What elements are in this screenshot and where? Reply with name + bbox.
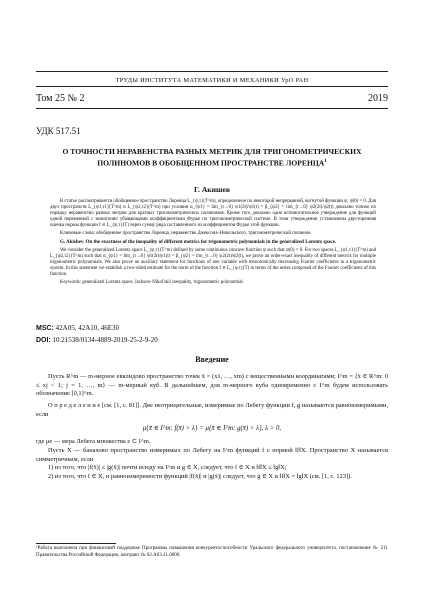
msc-label: MSC: <box>36 325 54 332</box>
keywords-ru: Ключевые слова: обобщенное пространство Лоренца, неравенство Джексона–Никольского, тригонометрический полином. <box>60 231 312 237</box>
publication-year: 2019 <box>368 93 388 104</box>
volume-number: Том 25 № 2 <box>36 93 85 104</box>
abstract-en-title: G. Akishev. On the exactness of the inequality of different metrics for trigonometric polynomials in the generalized Lorentz space. <box>60 239 337 245</box>
header-mid-rule <box>36 86 388 87</box>
abstract-en-text: We consider the generalized Lorentz space L_{ψ,τ}(T^m) defined by some continuous concave function ψ such that ψ(0) = 0. For two spaces L_{ψ1,τ1}(T^m) and L_{ψ2,τ2}(T^m) such that α_{ψ1} = lim_{t→0} ψ1(2t)/ψ1(t) = β_{ψ2} = lim_{t→0} ψ2(2t)/ψ2(t), we prove an order-exact inequality of different metrics for multiple trigonometric polynomials. We also prove an auxiliary statement for functions of one variable with monotonically decreasing Fourier coefficients in a trigonometric system. In this statement we establish a two-sided estimate for the norm of the function f ∈ L_{ψ,τ}(T) in terms of the series composed of the Fourier coefficients of this function. <box>50 247 376 278</box>
intro-body <box>36 373 388 482</box>
keywords-en: Keywords: generalized Lorentz space, Jackson–Nikol'skii inequality, trigonometric polynomial. <box>60 280 244 286</box>
title-footnote-mark: 1 <box>324 159 327 164</box>
intro-paragraph-1: Пусть R^m — m-мерное евклидово пространство точек x̄ = (x1, …, xm) с вещественными координатами; I^m = {x̄ ∈ R^m: 0 ≤ xj < 1; j = 1, …, m} — m-мерный куб. В дальнейшем, для m-мерного куба одновременно с I^m будем использовать обозначение [0,1]^m. <box>36 373 388 398</box>
doi-label: DOI: <box>36 337 51 344</box>
intro-measure-note: где μe — мера Лебега множества e ⊂ I^m. <box>36 438 151 446</box>
udc-code: УДК 517.51 <box>36 126 81 136</box>
intro-definition: О п р е д е л е н и е [см. [1, c. 81]]. Две неотрицательные, измеримые по Лебегу функции f, g называются равноизмеримыми, если <box>36 402 388 418</box>
intro-condition-1: 1) из того, что |f(x̄)| ≤ |g(x̄)| почти всюду на I^m и g ∈ X, следует, что f ∈ X и ‖f‖X ≤ ‖g‖X; <box>48 464 287 472</box>
journal-name: ТРУДЫ ИНСТИТУТА МАТЕМАТИКИ И МЕХАНИКИ УрО РАН <box>115 77 309 84</box>
equimeasurable-formula: μ{x̄ ∈ I^m: f(x̄) > λ} = μ{x̄ ∈ I^m: g(x̄) > λ}, λ > 0, <box>142 424 282 432</box>
section-heading: Введение <box>195 355 229 364</box>
msc-line <box>36 324 119 332</box>
msc-codes: 42A05, 42A10, 46E30 <box>55 324 120 332</box>
header-bottom-rule <box>36 108 388 109</box>
paper-title <box>60 147 364 169</box>
abstract-ru <box>50 199 376 286</box>
abstract-ru-text: В статье рассматривается обобщенное пространство Лоренца L_{ψ,τ}(T^m), определенное по некоторой непрерывной, вогнутой функции ψ, ψ(0) = 0. Для двух пространств L_{ψ1,τ1}(T^m) и L_{ψ2,τ2}(T^m) при условии α_{ψ1} = lim_{t→0} ψ1(2t)/ψ1(t) = β_{ψ2} = lim_{t→0} ψ2(2t)/ψ2(t) доказано точное по порядку неравенство разных метрик для кратных тригонометрических полиномов. Кроме того доказано одно вспомогательное утверждение для функций одной переменной с монотонно убывающими коэффициентами Фурье по тригонометрической системе. В этом утверждении установлены двусторонняя оценка нормы функции f ∈ L_{ψ,τ}(T) через сумму ряда составленного из коэффициентов Фурье этой функции. <box>50 199 376 229</box>
paper-title-text: О ТОЧНОСТИ НЕРАВЕНСТВА РАЗНЫХ МЕТРИК ДЛЯ ТРИГОНОМЕТРИЧЕСКИХ ПОЛИНОМОВ В ОБОБЩЕННОМ ПРОСТРАНСТВЕ ЛОРЕНЦА <box>62 147 362 168</box>
footnote: ¹Работа выполнена при финансовой поддержке Программы повышения конкурентоспособности Уральского федерального университета, постановление № 211 Правительства Российской Федерации, контракт № 02.А03.21.0006. <box>36 546 388 558</box>
doi-value: 10.21538/0134-4889-2019-25-2-9-20 <box>52 336 158 344</box>
doi-line <box>36 336 158 344</box>
header-top-rule <box>36 71 388 72</box>
intro-paragraph-banach: Пусть X — банахово пространство измеримых по Лебегу на I^m функций f с нормой ‖f‖X. Пространство X называется симметричным, если <box>36 446 388 463</box>
footnote-rule <box>36 543 116 544</box>
intro-condition-2: 2) из того, что f ∈ X, и равноизмеримости функций |f(x̄)| и |g(x̄)| следует, что g ∈ X и ‖f‖X = ‖g‖X (см. [1, c. 123]). <box>48 473 352 481</box>
author-name: Г. Акишев <box>194 185 230 194</box>
